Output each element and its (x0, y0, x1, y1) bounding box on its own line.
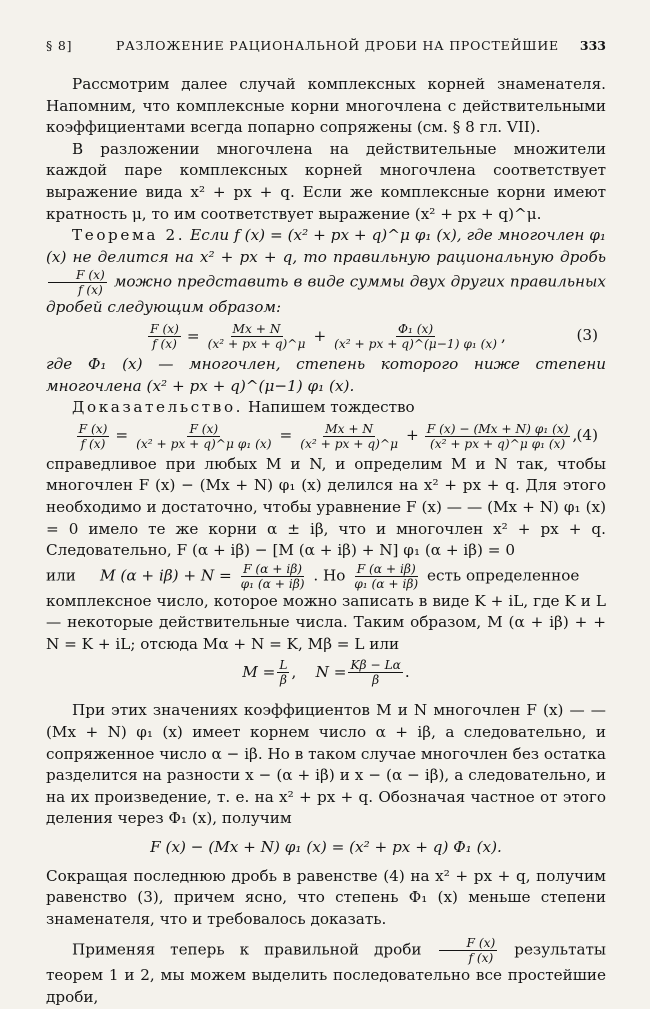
fraction-F-over-f: $\frac{F (x)}{f (x)}$ (48, 268, 107, 297)
proof-label: Доказательство. (72, 398, 244, 417)
theorem-label: Теорема 2. (72, 226, 186, 245)
equation-label-4: (4) (576, 426, 598, 445)
paragraph-divisibility: При этих значениях коэффициентов M и N многочлен F (x) — — (Mx + N) φ₁ (x) имеет корнем число α + iβ, а следовательно, и сопряженное число α − iβ. Но в таком случае многочлен без остатка разделится на разности x − (α + iβ) и x − (α − iβ), а следовательно, и на их произведение, т. е. на x² + px + q. Обозначая частное от этого деления через Φ₁ (x), получим (46, 701, 606, 828)
chapter-title: РАЗЛОЖЕНИЕ РАЦИОНАЛЬНОЙ ДРОБИ НА ПРОСТЕЙШИЕ (116, 38, 559, 53)
theorem-text-a: Если f (x) = (x² + px + q)^μ φ₁ (x), где многочлен φ₁ (x) не делится на x² + px + q, то правильную рациональную дробь (46, 226, 606, 266)
paragraph-K-L: комплексное число, которое можно записать в виде K + iL, где K и L — некоторые действительные числа. Таким образом, M (α + iβ) + + N = K + iL; отсюда Mα + N = K, Mβ = L или (46, 591, 606, 653)
paragraph-factorization: В разложении многочлена на действительные множители каждой паре комплексных корней многочлена соответствует выражение вида x² + px + q. Если же комплексные корни имеют кратность μ, то им соответствует выражение (x² + px + q)^μ. (46, 139, 606, 223)
section-mark: § 8] (46, 38, 73, 53)
equation-3: $\frac{F (x)}{f (x)}$ = $\frac{Mx + N}{\text{(x² + px + q)\textasciicircum{}μ}}$ + $\frac{\text{Φ₁ (x)}}{\text{(x² + px + q)\textasciicircum{}(μ−1) φ₁ (x)}}$ , (3) (150, 321, 598, 351)
paragraph-conclusion: Сокращая последнюю дробь в равенстве (4) на x² + px + q, получим равенство (3), причем ясно, что степень Φ₁ (x) меньше степени знаменателя, что и требовалось доказать. (46, 866, 606, 928)
equation-quotient: F (x) − (Mx + N) φ₁ (x) = (x² + px + q) Φ₁ (x). (150, 838, 502, 857)
page-body (46, 74, 606, 1009)
paragraph-define-MN: справедливое при любых M и N, и определим M и N так, чтобы многочлен F (x) − (Mx + N) φ₁ (x) делился на x² + px + q. Для этого необходимо и достаточно, чтобы уравнение F (x) — — (Mx + N) φ₁ (x) = 0 имело те же корни α ± iβ, что и многочлен x² + px + q. Следовательно, F (α + iβ) − [M (α + iβ) + N] φ₁ (α + iβ) = 0 (46, 454, 606, 560)
equation-4: $\frac{F (x)}{f (x)}$ = $\frac{F (x)}{\text{(x² + px + q)\textasciicircum{}μ φ₁ (x)}}$ = $\frac{Mx + N}{\text{(x² + px + q)\textasciicircum{}μ}}$ + $\frac{\text{F (x) − (Mx + N) φ₁ (x)}}{\text{(x² + px + q)\textasciicircum{}μ φ₁ (x)}}$ , (4) (78, 421, 598, 451)
equation-M-N: M = $\frac{L}{\beta}$ , N = $\frac{K\beta - L\alpha}{\beta}$ . (242, 658, 410, 688)
theorem-2 (46, 225, 606, 319)
proof-start: Доказательство. Напишем тождество (72, 398, 415, 417)
paragraph-complex-roots: Рассмотрим далее случай комплексных корней знаменателя. Напомним, что комплексные корни многочлена с действительными коэффициентами всегда попарно сопряжены (см. § 8 гл. VII). (46, 75, 606, 137)
line-ili: или M (α + iβ) + N = $\frac{F (\alpha + i\beta)}{\text{φ₁ (α + iβ)}}$ . Но $\frac{F (\alpha + i\beta)}{\text{φ₁ (α + iβ)}}$ есть определенное (46, 561, 580, 591)
page-number: 333 (579, 38, 606, 53)
equation-label-3: (3) (576, 326, 598, 345)
running-header (46, 38, 606, 60)
paragraph-applying: Применяя теперь к правильной дроби $\frac{F (x)}{f (x)}$ результаты теорем 1 и 2, мы можем выделить последовательно все простейшие дроби, (46, 936, 607, 1006)
theorem-text-b: можно представить в виде суммы двух других правильных дробей следующим образом: (46, 272, 606, 317)
where-clause: где Φ₁ (x) — многочлен, степень которого ниже степени многочлена (x² + px + q)^(μ−1) φ₁ (x). (46, 354, 606, 395)
